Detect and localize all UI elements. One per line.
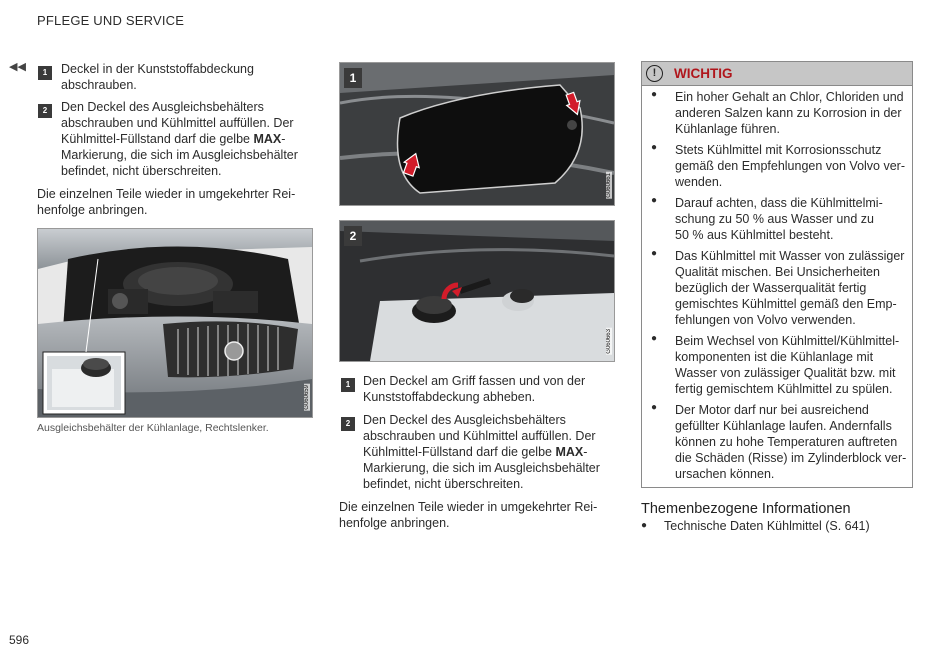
- step-number: 2: [38, 104, 52, 118]
- bullet-icon: ●: [651, 248, 658, 259]
- photo-code: G060661: [606, 173, 612, 198]
- photo-code: G060663: [606, 329, 612, 354]
- engine-bay-illustration: [38, 229, 312, 417]
- cover-photo-2: [339, 220, 615, 362]
- reservoir-illustration: [340, 221, 614, 361]
- bullet-icon: ●: [651, 195, 658, 206]
- middle-step-2: [339, 412, 614, 494]
- middle-closing-text: Die einzelnen Teile wieder in umgekehrter Rei- henfolge anbringen.: [339, 500, 598, 530]
- photo-number: 2: [344, 226, 362, 246]
- cover-photo-1: [339, 62, 615, 206]
- page-number: 596: [9, 633, 30, 647]
- back-arrows-icon[interactable]: ◀◀: [9, 61, 26, 73]
- step-number: 1: [341, 378, 355, 392]
- step-text: Den Deckel des Ausgleichsbehälters abschrauben und Kühlmittel auffüllen. Der Kühlmittel-Füllstand darf die gelbe MAX- Markierung, die sich im Ausgleichsbehälter befindet, nicht überschreiten.: [61, 100, 298, 178]
- page-header: PFLEGE UND SERVICE: [37, 13, 185, 28]
- left-closing-text: Die einzelnen Teile wieder in umgekehrter Rei- henfolge anbringen.: [37, 187, 296, 217]
- plastic-cover-illustration: [340, 63, 614, 205]
- left-step-1: [37, 61, 307, 95]
- related-info-title: Themenbezogene Informationen: [641, 501, 851, 517]
- exclamation-icon: !: [646, 65, 663, 82]
- step-text: Den Deckel am Griff fassen und von der Kunststoffabdeckung abheben.: [363, 374, 586, 404]
- bullet-icon: ●: [651, 89, 658, 100]
- warning-header: [642, 62, 912, 86]
- photo-code: G060659: [304, 385, 310, 410]
- related-link-text[interactable]: Technische Daten Kühlmittel (S. 641): [664, 519, 870, 533]
- engine-bay-photo: [37, 228, 313, 418]
- step-text: Den Deckel des Ausgleichsbehälters abschrauben und Kühlmittel auffüllen. Der Kühlmittel-Füllstand darf die gelbe MAX- Markierung, die sich im Ausgleichsbehälter befindet, nicht überschreiten.: [363, 413, 600, 491]
- photo-number: 1: [344, 68, 362, 88]
- middle-step-1: [339, 373, 609, 407]
- bullet-icon: ●: [651, 402, 658, 413]
- step-number: 2: [341, 417, 355, 431]
- photo-caption: Ausgleichsbehälter der Kühlanlage, Rechtslenker.: [37, 422, 269, 434]
- step-text: Deckel in der Kunststoffabdeckung abschrauben.: [61, 62, 254, 92]
- bullet-icon: ●: [651, 333, 658, 344]
- bullet-icon: ●: [651, 142, 658, 153]
- bullet-icon: ●: [641, 520, 648, 531]
- step-number: 1: [38, 66, 52, 80]
- left-step-2: [37, 99, 312, 181]
- warning-box: ! WICHTIG ● Ein hoher Gehalt an Chlor, Chloriden und anderen Salzen kann zu Korrosion in der Kühlanlage führen. ● Stets Kühlmittel mit Korrosionsschutz gemäß den Empfehlungen von Volvo ver- wenden. ● Darauf achten, dass die Kühlmittelmi- schung zu 50 % aus Wasser und zu 50 % aus Kühlmittel besteht. ● Das Kühlmittel mit Wasser von zulässiger Qualität mischen. Bei Unsicherheiten bezüglich der Wasserqualität fertig gemischtes Kühlmittel gemäß den Emp- fehlungen von Volvo verwenden. ● Beim Wechsel von Kühlmittel/Kühlmittel- komponenten ist die Kühlanlage mit Wasser von zulässiger Qualität bzw. mit fertig gemischtem Kühlmittel zu spülen. ● Der Motor darf nur bei ausreichend gefüllter Kühlanlage laufen. Andernfalls können zu hohe Temperaturen auftreten die Schäden (Risse) im Zylinderblock ver- ursachen können.: [641, 61, 913, 488]
- warning-title: WICHTIG: [674, 66, 733, 81]
